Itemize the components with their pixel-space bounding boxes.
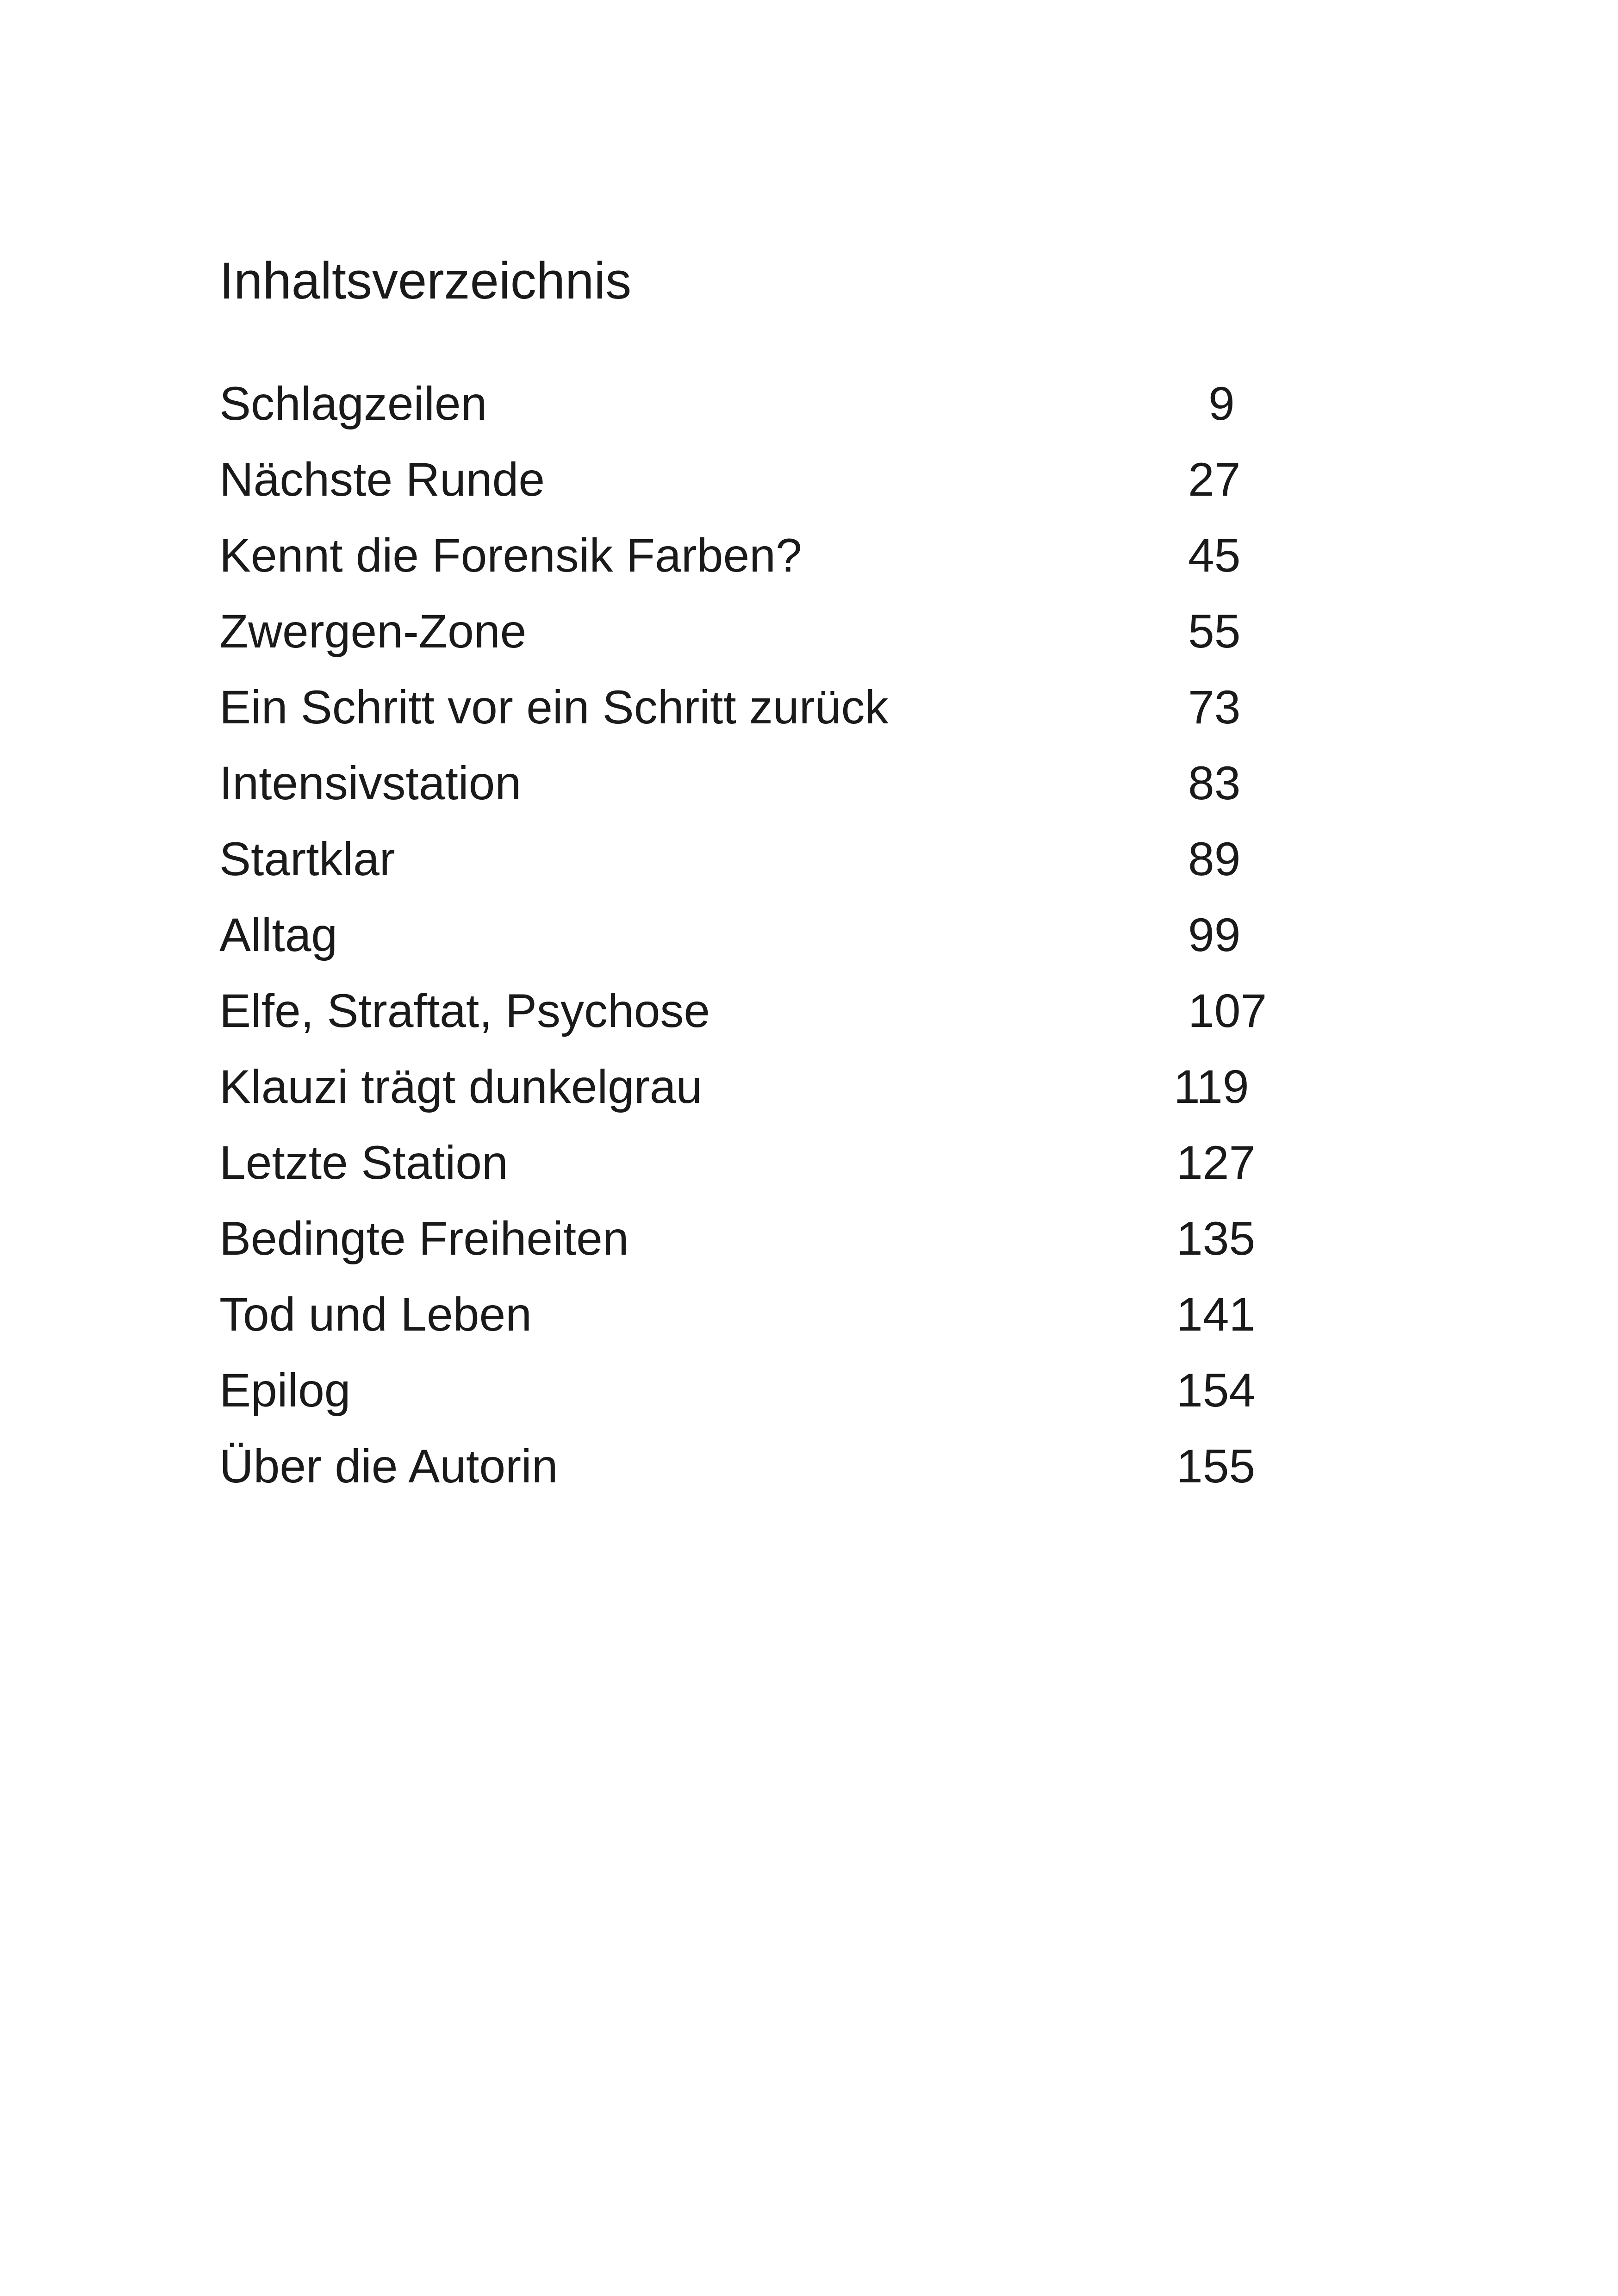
toc-entry-title: Bedingte Freiheiten <box>219 1212 629 1265</box>
toc-entry-title: Über die Autorin <box>219 1440 558 1493</box>
toc-entry-page: 135 <box>1176 1212 1256 1265</box>
toc-entry-page: 99 <box>1188 908 1241 961</box>
toc-entry <box>219 1211 1284 1287</box>
toc-entry-title: Alltag <box>219 908 338 961</box>
toc-entry-page: 45 <box>1188 529 1241 582</box>
toc-entry <box>219 376 1284 452</box>
toc-entry <box>219 679 1284 755</box>
toc-entry-title: Letzte Station <box>219 1136 508 1189</box>
toc-entry <box>219 983 1284 1059</box>
toc-entry-page: 119 <box>1174 1060 1249 1113</box>
toc-entry-page: 27 <box>1188 453 1241 506</box>
toc-entry-page: 141 <box>1176 1288 1256 1341</box>
toc-entry-page: 155 <box>1176 1440 1256 1493</box>
toc-entry-page: 9 <box>1208 377 1235 430</box>
toc-entry-page: 154 <box>1176 1364 1256 1417</box>
toc-entry <box>219 452 1284 528</box>
toc-entry-page: 73 <box>1188 681 1241 734</box>
toc-entry <box>219 755 1284 831</box>
toc-entry-page: 83 <box>1188 757 1241 809</box>
toc-entry-title: Startklar <box>219 833 395 885</box>
toc-entry-title: Epilog <box>219 1364 351 1417</box>
toc-entry-title: Ein Schritt vor ein Schritt zurück <box>219 681 889 734</box>
toc-entry <box>219 604 1284 679</box>
toc-entry-title: Elfe, Straftat, Psychose <box>219 984 710 1037</box>
toc-entry-title: Kennt die Forensik Farben? <box>219 529 802 582</box>
table-of-contents <box>219 376 1284 1514</box>
toc-entry <box>219 1438 1284 1514</box>
toc-entry-page: 107 <box>1188 984 1267 1037</box>
toc-heading: Inhaltsverzeichnis <box>219 252 632 310</box>
toc-entry-title: Tod und Leben <box>219 1288 532 1341</box>
toc-entry <box>219 1059 1284 1135</box>
toc-entry-page: 55 <box>1188 605 1241 658</box>
toc-entry <box>219 831 1284 907</box>
toc-entry-title: Zwergen-Zone <box>219 605 527 658</box>
toc-entry-title: Schlagzeilen <box>219 377 487 430</box>
toc-entry-page: 127 <box>1176 1136 1256 1189</box>
toc-entry-title: Intensivstation <box>219 757 522 809</box>
toc-entry <box>219 1287 1284 1363</box>
toc-entry-title: Klauzi trägt dunkelgrau <box>219 1060 703 1113</box>
toc-entry-title: Nächste Runde <box>219 453 545 506</box>
toc-entry <box>219 1363 1284 1438</box>
toc-entry-page: 89 <box>1188 833 1241 885</box>
toc-entry <box>219 907 1284 983</box>
toc-entry <box>219 528 1284 604</box>
toc-entry <box>219 1135 1284 1211</box>
